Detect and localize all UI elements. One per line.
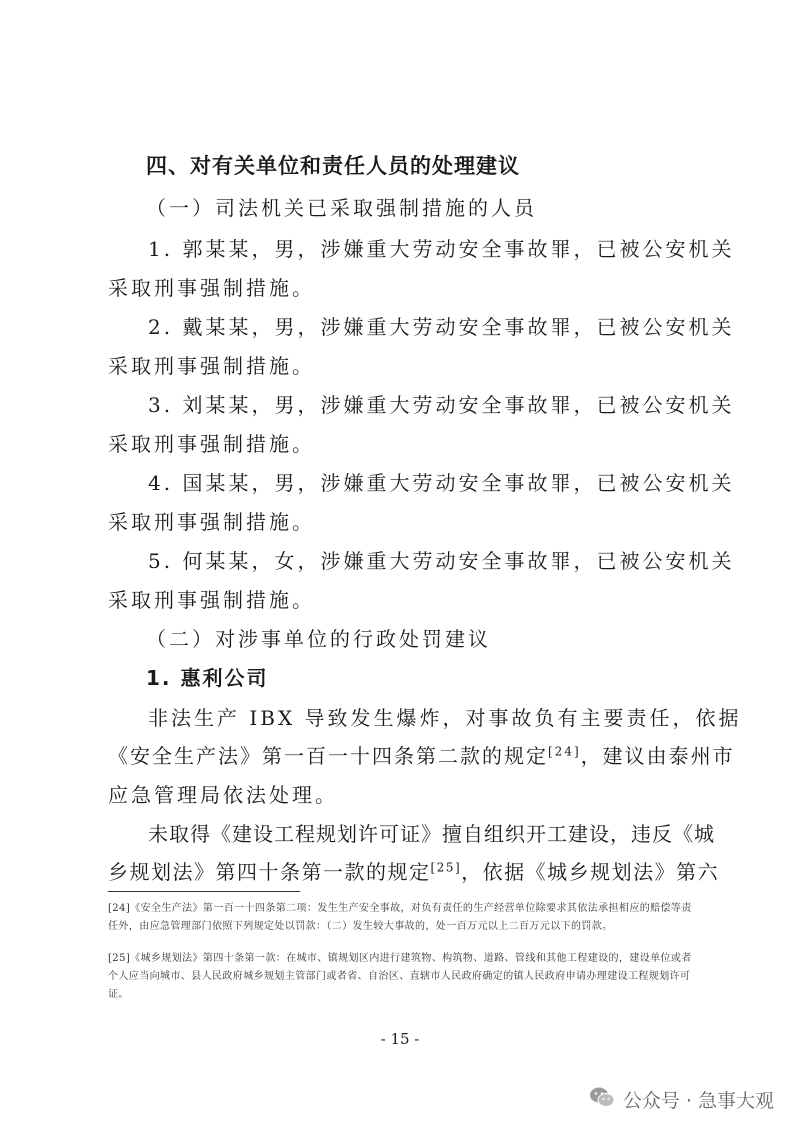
person-5-line2: 采取刑事强制措施。	[108, 588, 315, 612]
subsection-title-2: （二）对涉事单位的行政处罚建议	[146, 627, 491, 651]
person-2-line2: 采取刑事强制措施。	[108, 354, 315, 378]
watermark-label: 公众号 · 急事大观	[622, 1090, 774, 1112]
person-3-line1: 3. 刘某某，男，涉嫌重大劳动安全事故罪，已被公安机关	[148, 393, 735, 417]
footnote-24: [24]《安全生产法》第一百一十四条第二项：发生生产安全事故，对负有责任的生产经营单位除要求其依法承担相应的赔偿等责任外，由应急管理部门依照下列规定处以罚款：（二）发生较大事故的，处一百万元以上二百万元以下的罚款。	[108, 903, 692, 932]
person-5-line1: 5. 何某某，女，涉嫌重大劳动安全事故罪，已被公安机关	[148, 549, 735, 573]
watermark	[589, 1086, 774, 1113]
person-4-line1: 4. 国某某，男，涉嫌重大劳动安全事故罪，已被公安机关	[148, 471, 735, 495]
para1-line3: 应急管理局依法处理。	[108, 783, 338, 807]
person-4-line2: 采取刑事强制措施。	[108, 510, 315, 534]
section-title: 四、对有关单位和责任人员的处理建议	[146, 154, 520, 178]
para2-line1: 未取得《建设工程规划许可证》擅自组织开工建设，违反《城	[148, 822, 715, 846]
para1-line2-text: 《安全生产法》第一百一十四条第二款的规定	[108, 744, 548, 768]
footnote-ref-25: [25]	[430, 860, 462, 875]
subsection-title-1: （一）司法机关已采取强制措施的人员	[146, 196, 537, 220]
person-1-line2: 采取刑事强制措施。	[108, 276, 315, 300]
footnote-ref-24: [24]	[548, 744, 581, 759]
person-2-line1: 2. 戴某某，男，涉嫌重大劳动安全事故罪，已被公安机关	[148, 315, 735, 339]
para1-line1: 非法生产 IBX 导致发生爆炸，对事故负有主要责任，依据	[148, 706, 742, 730]
wechat-icon	[589, 1086, 615, 1113]
para1-line2-tail: ，建议由泰州市	[580, 744, 735, 768]
para2-line2-text: 乡规划法》第四十条第一款的规定	[108, 860, 431, 884]
person-1-line1: 1. 郭某某，男，涉嫌重大劳动安全事故罪，已被公安机关	[148, 237, 735, 261]
para1-line2	[108, 740, 735, 769]
footnote-25: [25]《城乡规划法》第四十条第一款：在城市、镇规划区内进行建筑物、构筑物、道路、管线和其他工程建设的，建设单位或者个人应当向城市、县人民政府城乡规划主管部门或者省、自治区、直辖市人民政府确定的镇人民政府申请办理建设工程规划许可证。	[108, 953, 692, 1000]
para2-line2	[108, 856, 720, 885]
para2-line2-tail: ，依据《城乡规划法》第六	[461, 860, 720, 884]
person-3-line2: 采取刑事强制措施。	[108, 432, 315, 456]
company-heading: 1. 惠利公司	[146, 666, 269, 690]
page-number: - 15 -	[380, 1030, 420, 1048]
footnote-divider	[108, 891, 300, 892]
